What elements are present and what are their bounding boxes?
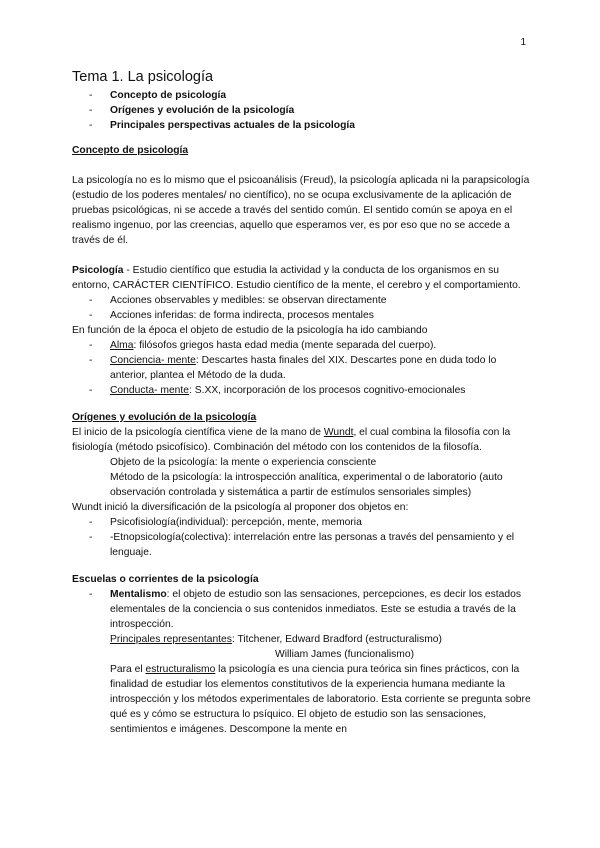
toc-item: - Principales perspectivas actuales de la psicología <box>72 118 534 133</box>
toc-item: - Concepto de psicología <box>72 88 534 103</box>
section-heading-origenes: Orígenes y evolución de la psicología <box>72 412 257 423</box>
document-body <box>72 68 534 737</box>
epoch-intro: En función de la época el objeto de estudio de la psicología ha ido cambiando <box>72 325 428 336</box>
representante-2: William James (funcionalismo) <box>275 649 415 660</box>
section-heading-concepto: Concepto de psicología <box>72 145 189 156</box>
estructuralismo-paragraph: Para el estructuralismo la psicología es una ciencia pura teórica sin fines prácticos, con la finalidad de estudiar los elementos constitutivos de la experiencia humana mediante la introspección y los métodos experimentales de laboratorio. Esta corriente se pregunta sobre qué es y cómo se estructura lo psíquico. El objeto de estudio son las sensaciones, sentimientos e imágenes. Descompone la mente en <box>110 664 531 735</box>
page-number: 1 <box>520 37 526 48</box>
escuelas-list <box>72 587 534 632</box>
table-of-contents <box>72 88 534 133</box>
metodo-line: Método de la psicología: la introspección analítica, experimental o de laboratorio (auto observación controlada y sistemática a partir de estímulos sensoriales simples) <box>110 472 503 498</box>
objeto-line: Objeto de la psicología: la mente o experiencia consciente <box>110 457 377 468</box>
definition-term: Psicología <box>72 265 124 276</box>
list-item: - -Etnopsicología(colectiva): interrelación entre las personas a través del pensamiento y el lenguaje. <box>72 530 534 560</box>
section-heading-escuelas: Escuelas o corrientes de la psicología <box>72 574 259 585</box>
diversification-line: Wundt inició la diversificación de la psicología al proponer dos objetos en: <box>72 502 409 513</box>
epochs-list <box>72 338 534 398</box>
list-item: - Mentalismo: el objeto de estudio son las sensaciones, percepciones, es decir los estados elementales de la conciencia o sus contenidos inmediatos. Este se estudia a través de la introspección. <box>72 587 534 632</box>
concepto-paragraph: La psicología no es lo mismo que el psicoanálisis (Freud), la psicología aplicada ni la parapsicología (estudio de los poderes mentales/ no científico), no se ocupa exclusivamente de la aplicación de pruebas psicológicas, ni se accede a través del sentido común. El sentido común se apoya en el realismo ingenuo, por las creencias, aquello que esperamos ver, es por eso que no se accede a través de él. <box>72 175 530 246</box>
list-item: - Psicofisiología(individual): percepción, mente, memoria <box>72 515 534 530</box>
list-item: - Acciones observables y medibles: se observan directamente <box>72 293 534 308</box>
representantes-line: Principales representantes: Titchener, Edward Bradford (estructuralismo) <box>110 634 442 645</box>
list-item: - Acciones inferidas: de forma indirecta, procesos mentales <box>72 308 534 323</box>
origenes-intro: El inicio de la psicología científica viene de la mano de Wundt, el cual combina la filosofía con la fisiología (método psicofísico). Combinación del método con los contenidos de la filosofía. <box>72 427 511 453</box>
list-item: - Alma: filósofos griegos hasta edad media (mente separada del cuerpo). <box>72 338 534 353</box>
actions-list <box>72 293 534 323</box>
list-item: - Conciencia- mente: Descartes hasta finales del XIX. Descartes pone en duda todo lo anterior, plantea el Método de la duda. <box>72 353 534 383</box>
toc-item: - Orígenes y evolución de la psicología <box>72 103 534 118</box>
page-title: Tema 1. La psicología <box>72 69 214 85</box>
definition-text: - Estudio científico que estudia la actividad y la conducta de los organismos en su entorno, CARÁCTER CIENTÍFICO. Estudio científico de la mente, el cerebro y el comportamiento. <box>72 265 521 291</box>
objects-list <box>72 515 534 560</box>
psicologia-definition <box>72 263 534 293</box>
list-item: - Conducta- mente: S.XX, incorporación de los procesos cognitivo-emocionales <box>72 383 534 398</box>
